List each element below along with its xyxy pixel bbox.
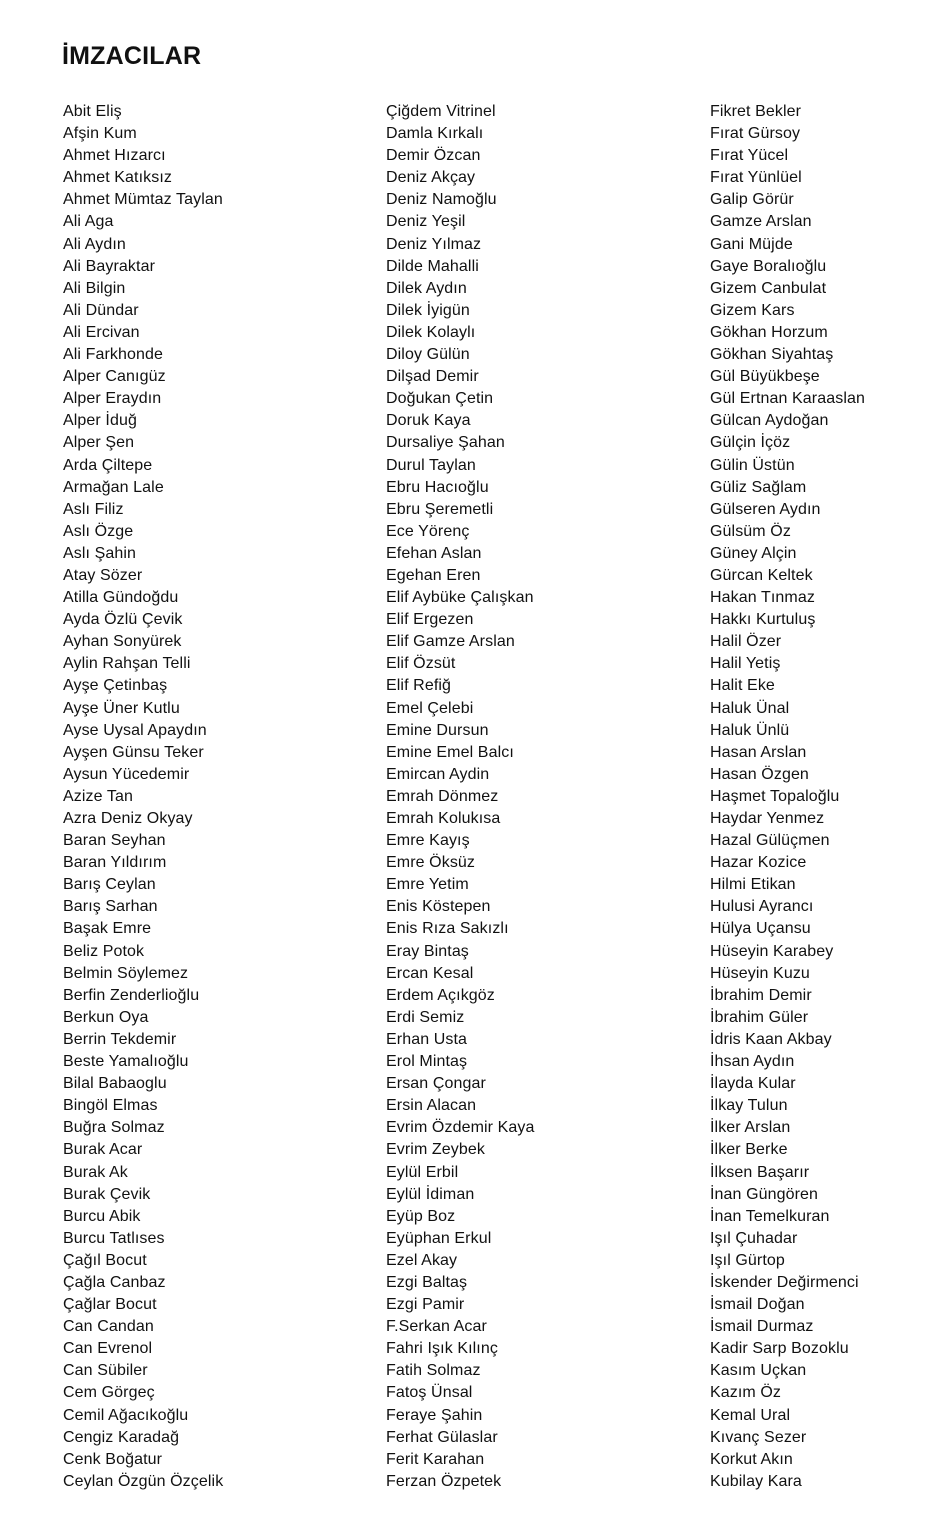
signatory-name: Ahmet Mümtaz Taylan xyxy=(63,191,223,209)
signatory-name: Ferit Karahan xyxy=(386,1450,485,1468)
signatory-name: Baran Seyhan xyxy=(63,832,166,850)
signatory-name: Haydar Yenmez xyxy=(710,810,825,827)
signatory-name: Burcu Abik xyxy=(63,1207,141,1225)
signatory-name: Elif Özsüt xyxy=(386,655,456,673)
signatory-name: Erdem Açıkgöz xyxy=(386,986,495,1004)
signatory-name: Alper İduğ xyxy=(63,412,137,430)
signatory-name: Halit Eke xyxy=(710,677,775,695)
signatory-name: Ahmet Katıksız xyxy=(63,169,172,187)
signatory-name: Galip Görür xyxy=(710,191,794,209)
signatory-name: Ferzan Özpetek xyxy=(386,1472,502,1490)
signatory-name: Emre Kayış xyxy=(386,832,470,850)
signatory-name: Gülin Üstün xyxy=(710,456,795,474)
signatory-name: Aslı Filiz xyxy=(63,500,124,518)
signatory-name: Hazal Gülüçmen xyxy=(710,832,830,850)
signatory-name: Deniz Akçay xyxy=(386,169,476,187)
signatory-name: Elif Gamze Arslan xyxy=(386,633,515,651)
signatory-name: Ali Dündar xyxy=(63,301,139,319)
signatory-name: Arda Çiltepe xyxy=(63,456,153,474)
signatory-name: Ceylan Özgün Özçelik xyxy=(63,1472,224,1490)
signatory-name: Eylül İdiman xyxy=(386,1185,475,1203)
signatory-name: Ezel Akay xyxy=(386,1251,458,1269)
signatory-name: Eray Bintaş xyxy=(386,942,469,960)
signatory-name: Burcu Tatlıses xyxy=(63,1229,165,1247)
signatory-name: İsmail Doğan xyxy=(710,1296,805,1314)
signatory-name: Deniz Namoğlu xyxy=(386,191,497,209)
signatory-name: Ali Bilgin xyxy=(63,279,126,297)
signatory-name: Enis Köstepen xyxy=(386,898,491,916)
signatory-name: Ezgi Pamir xyxy=(386,1296,465,1314)
signatory-name: Haluk Ünlü xyxy=(710,721,790,739)
signatory-name: Aslı Özge xyxy=(63,522,134,540)
signatory-column-1 xyxy=(63,101,223,1493)
signatory-name: Ali Aydın xyxy=(63,235,126,253)
signatory-name: Dursaliye Şahan xyxy=(386,434,505,452)
signatory-name: Ayşen Günsu Teker xyxy=(63,743,204,761)
signatory-name: Emrah Dönmez xyxy=(386,787,499,805)
signatory-name: Bilal Babaoglu xyxy=(63,1075,167,1093)
signatory-name: İlker Arslan xyxy=(710,1119,791,1137)
signatory-name: Azra Deniz Okyay xyxy=(63,810,193,827)
signatory-name: Atay Sözer xyxy=(63,566,143,584)
signatory-name: İnan Güngören xyxy=(710,1185,819,1203)
signatory-name: Burak Çevik xyxy=(63,1185,151,1203)
signatory-name: Gürcan Keltek xyxy=(710,566,813,584)
signatory-name: Hüseyin Kuzu xyxy=(710,964,810,982)
signatory-name: Dilek Aydın xyxy=(386,279,467,297)
signatory-name: Buğra Solmaz xyxy=(63,1119,165,1137)
signatory-name: Emircan Aydin xyxy=(386,765,490,783)
signatory-name: Dilek İyigün xyxy=(386,301,470,319)
signatory-name: Hüseyin Karabey xyxy=(710,942,834,960)
signatory-name: Ezgi Baltaş xyxy=(386,1273,468,1291)
signatory-name: Hilmi Etikan xyxy=(710,876,796,894)
signatory-name: Demir Özcan xyxy=(386,147,481,165)
signatory-name: Dilşad Demir xyxy=(386,368,479,386)
signatory-name: Abit Eliş xyxy=(63,103,122,120)
signatory-name: Ahmet Hızarcı xyxy=(63,147,166,165)
signatory-name: Emrah Kolukısa xyxy=(386,810,501,827)
signatory-name: Burak Acar xyxy=(63,1141,143,1159)
signatory-name: Işıl Çuhadar xyxy=(710,1229,798,1247)
signatory-name: Burak Ak xyxy=(63,1163,128,1181)
signatory-name: Ece Yörenç xyxy=(386,522,470,540)
signatory-name: Hakkı Kurtuluş xyxy=(710,611,816,629)
signatory-name: Güney Alçin xyxy=(710,544,797,562)
signatory-name: Haşmet Topaloğlu xyxy=(710,787,840,805)
signatory-name: İlayda Kular xyxy=(710,1075,796,1093)
signatory-name: Ercan Kesal xyxy=(386,964,474,982)
signatory-name: Gülçin İçöz xyxy=(710,434,791,452)
signatory-name: Aslı Şahin xyxy=(63,544,137,562)
signatory-column-2 xyxy=(386,101,535,1493)
signatory-name: İdris Kaan Akbay xyxy=(710,1030,832,1048)
signatory-name: Gamze Arslan xyxy=(710,213,812,231)
signatory-name: Atilla Gündoğdu xyxy=(63,589,179,607)
signatory-name: Erdi Semiz xyxy=(386,1008,465,1026)
signatory-name: Ali Ercivan xyxy=(63,323,140,341)
signatory-name: Fırat Gürsoy xyxy=(710,125,801,143)
signatory-name: Bingöl Elmas xyxy=(63,1097,158,1115)
signatory-name: Afşin Kum xyxy=(63,125,137,143)
signatory-name: Ali Farkhonde xyxy=(63,346,164,364)
signatory-name: Çağlar Bocut xyxy=(63,1296,157,1314)
signatory-name: Eyüp Boz xyxy=(386,1207,456,1225)
signatory-name: Çağla Canbaz xyxy=(63,1273,166,1291)
signatory-name: Barış Sarhan xyxy=(63,898,158,916)
signatory-name: Belmin Söylemez xyxy=(63,964,189,982)
signatory-name: Aysun Yücedemir xyxy=(63,765,190,783)
signatory-name: Cemil Ağacıkoğlu xyxy=(63,1406,189,1424)
signatory-name: Ali Bayraktar xyxy=(63,257,155,275)
signatory-name: Berfin Zenderlioğlu xyxy=(63,986,200,1004)
signatory-name: Hasan Arslan xyxy=(710,743,807,761)
signatory-name: Kemal Ural xyxy=(710,1406,791,1424)
signatory-name: Emine Dursun xyxy=(386,721,489,739)
signatory-name: Can Candan xyxy=(63,1318,154,1336)
signatory-name: Çağıl Bocut xyxy=(63,1251,147,1269)
signatory-name: Kıvanç Sezer xyxy=(710,1428,807,1446)
signatory-name: Gizem Canbulat xyxy=(710,279,827,297)
signatory-name: Cenk Boğatur xyxy=(63,1450,163,1468)
signatory-name: Gaye Boralıoğlu xyxy=(710,257,827,275)
signatory-name: İlksen Başarır xyxy=(710,1163,810,1181)
signatory-name: Gülcan Aydoğan xyxy=(710,412,829,430)
signatory-name: Hakan Tınmaz xyxy=(710,589,815,607)
signatory-name: Alper Canıgüz xyxy=(63,368,166,386)
signatory-name: Enis Rıza Sakızlı xyxy=(386,920,509,938)
signatory-name: Eylül Erbil xyxy=(386,1163,459,1181)
signatory-name: Efehan Aslan xyxy=(386,544,482,562)
signatory-name: Evrim Zeybek xyxy=(386,1141,485,1159)
signatory-name: F.Serkan Acar xyxy=(386,1318,487,1336)
signatory-name: Çiğdem Vitrinel xyxy=(386,103,496,120)
signatory-name: Hulusi Ayrancı xyxy=(710,898,814,916)
signatory-column-3 xyxy=(710,101,865,1493)
signatory-name: İlkay Tulun xyxy=(710,1097,788,1115)
signatory-name: Elif Ergezen xyxy=(386,611,474,629)
signatory-name: Emine Emel Balcı xyxy=(386,743,514,761)
signatory-name: Can Sübiler xyxy=(63,1362,148,1380)
signatory-name: Can Evrenol xyxy=(63,1340,153,1358)
signatory-name: Elif Refiğ xyxy=(386,677,452,695)
signatory-name: Fahri Işık Kılınç xyxy=(386,1340,498,1358)
signatory-name: İskender Değirmenci xyxy=(710,1273,859,1291)
signatory-name: İbrahim Güler xyxy=(710,1008,809,1026)
signatory-name: Egehan Eren xyxy=(386,566,481,584)
signatory-name: Deniz Yılmaz xyxy=(386,235,482,253)
signatory-name: Ali Aga xyxy=(63,213,114,231)
signatory-name: Fırat Yünlüel xyxy=(710,169,802,187)
signatory-name: Fatih Solmaz xyxy=(386,1362,481,1380)
signatory-name: Dilek Kolaylı xyxy=(386,323,476,341)
signatory-name: Gülsüm Öz xyxy=(710,522,791,540)
signatory-name: İhsan Aydın xyxy=(710,1053,795,1071)
signatory-name: Fatoş Ünsal xyxy=(386,1384,473,1402)
signatory-name: Ayşe Üner Kutlu xyxy=(63,699,180,717)
signatory-name: Barış Ceylan xyxy=(63,876,156,894)
signatory-name: İbrahim Demir xyxy=(710,986,812,1004)
signatory-name: Hasan Özgen xyxy=(710,765,809,783)
signatory-name: Diloy Gülün xyxy=(386,346,470,364)
signatory-name: Ayda Özlü Çevik xyxy=(63,611,183,629)
signatory-name: Kubilay Kara xyxy=(710,1472,802,1490)
signatory-name: Deniz Yeşil xyxy=(386,213,466,231)
signatory-name: Erol Mintaş xyxy=(386,1053,468,1071)
signatory-name: Beliz Potok xyxy=(63,942,145,960)
signatory-name: Ersin Alacan xyxy=(386,1097,477,1115)
signatory-name: Baran Yıldırım xyxy=(63,854,167,872)
signatory-name: Ayse Uysal Apaydın xyxy=(63,721,207,739)
signatory-name: Doruk Kaya xyxy=(386,412,471,430)
signatory-name: Haluk Ünal xyxy=(710,699,790,717)
signatory-name: Feraye Şahin xyxy=(386,1406,483,1424)
signatory-name: Beste Yamalıoğlu xyxy=(63,1053,189,1071)
signatory-name: Berrin Tekdemir xyxy=(63,1030,177,1048)
signatory-name: Aylin Rahşan Telli xyxy=(63,655,191,673)
signatory-name: Başak Emre xyxy=(63,920,152,938)
signatory-name: Işıl Gürtop xyxy=(710,1251,785,1269)
signatory-name: Alper Şen xyxy=(63,434,135,452)
signatory-name: Elif Aybüke Çalışkan xyxy=(386,589,534,607)
page-title: İMZACILAR xyxy=(62,42,202,70)
signatory-name: Emel Çelebi xyxy=(386,699,474,717)
signatory-name: Emre Öksüz xyxy=(386,854,476,872)
signatory-name: Gökhan Siyahtaş xyxy=(710,346,834,364)
signatory-name: Cem Görgeç xyxy=(63,1384,155,1402)
signatory-name: İnan Temelkuran xyxy=(710,1207,830,1225)
signatory-name: Cengiz Karadağ xyxy=(63,1428,180,1446)
signatory-name: Ebru Hacıoğlu xyxy=(386,478,489,496)
signatory-name: Fikret Bekler xyxy=(710,103,802,120)
signatory-name: Ferhat Gülaslar xyxy=(386,1428,498,1446)
signatory-name: Güliz Sağlam xyxy=(710,478,807,496)
signatory-name: Damla Kırkalı xyxy=(386,125,484,143)
signatory-name: Azize Tan xyxy=(63,787,133,805)
signatory-name: İsmail Durmaz xyxy=(710,1318,814,1336)
signatory-name: Kasım Uçkan xyxy=(710,1362,807,1380)
signatory-name: Durul Taylan xyxy=(386,456,476,474)
signatory-name: Ebru Şeremetli xyxy=(386,500,494,518)
signatory-name: Emre Yetim xyxy=(386,876,469,894)
signatory-name: Gülseren Aydın xyxy=(710,500,821,518)
signatory-name: Dilde Mahalli xyxy=(386,257,479,275)
signatory-name: Armağan Lale xyxy=(63,478,164,496)
signatory-name: Doğukan Çetin xyxy=(386,390,494,408)
signatory-name: Erhan Usta xyxy=(386,1030,468,1048)
signatory-name: Ayhan Sonyürek xyxy=(63,633,182,651)
signatory-name: Korkut Akın xyxy=(710,1450,793,1468)
signatory-name: Fırat Yücel xyxy=(710,147,789,165)
signatory-name: Eyüphan Erkul xyxy=(386,1229,492,1247)
signatory-name: Gül Büyükbeşe xyxy=(710,368,820,386)
signatory-name: Gül Ertnan Karaaslan xyxy=(710,390,865,408)
signatory-name: Halil Yetiş xyxy=(710,655,781,673)
signatory-name: Berkun Oya xyxy=(63,1008,149,1026)
signatory-name: Evrim Özdemir Kaya xyxy=(386,1119,535,1137)
signatory-name: Ayşe Çetinbaş xyxy=(63,677,168,695)
signatory-name: Gizem Kars xyxy=(710,301,795,319)
signatory-name: Gökhan Horzum xyxy=(710,323,828,341)
signatory-name: Kazım Öz xyxy=(710,1384,782,1402)
signatory-name: Hazar Kozice xyxy=(710,854,807,872)
signatory-name: Ersan Çongar xyxy=(386,1075,486,1093)
signatory-name: Alper Eraydın xyxy=(63,390,162,408)
signatory-name: Halil Özer xyxy=(710,633,782,651)
signatory-name: Gani Müjde xyxy=(710,235,793,253)
signatory-name: Hülya Uçansu xyxy=(710,920,811,938)
signatory-name: Kadir Sarp Bozoklu xyxy=(710,1340,849,1358)
signatory-name: İlker Berke xyxy=(710,1141,788,1159)
